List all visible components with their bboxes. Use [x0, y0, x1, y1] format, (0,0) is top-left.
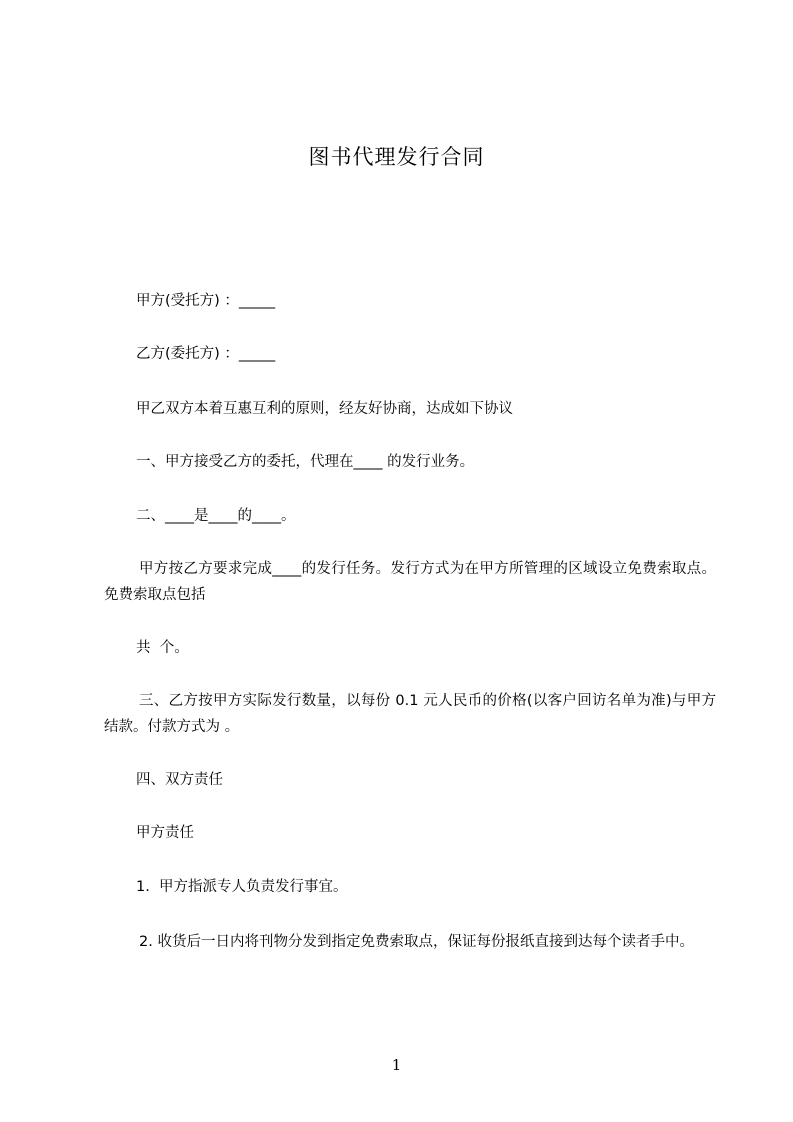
clause-four-heading: 四、双方责任 [136, 772, 223, 788]
party-b-line: 乙方(委托方) ：_____ [136, 346, 276, 362]
party-a-duties-heading: 甲方责任 [136, 825, 194, 841]
clause-one: 一、甲方接受乙方的委托，代理在____ 的发行业务。 [136, 454, 475, 470]
page-number: 1 [391, 1056, 402, 1074]
pickup-count-line: 共 个。 [136, 640, 189, 656]
clause-three: 三、乙方按甲方实际发行数量，以每份 0.1 元人民币的价格(以客户回访名单为准)与甲方结款。付款方式为 。 [104, 693, 716, 735]
clause-two-detail: 甲方按乙方要求完成____的发行任务。发行方式为在甲方所管理的区域设立免费索取点。免费索取点包括 [104, 561, 716, 603]
clause-two: 二、____是____的____。 [136, 508, 296, 524]
document-title: 图书代理发行合同 [308, 145, 485, 169]
duty-item-1: 1. 甲方指派专人负责发行事宜。 [136, 879, 348, 895]
party-a-line: 甲方(受托方) ：_____ [136, 293, 276, 309]
agreement-intro: 甲乙双方本着互惠互利的原则，经友好协商，达成如下协议 [136, 401, 513, 417]
duty-item-2: 2. 收货后一日内将刊物分发到指定免费索取点，保证每份报纸直接到达每个读者手中。 [139, 934, 694, 950]
